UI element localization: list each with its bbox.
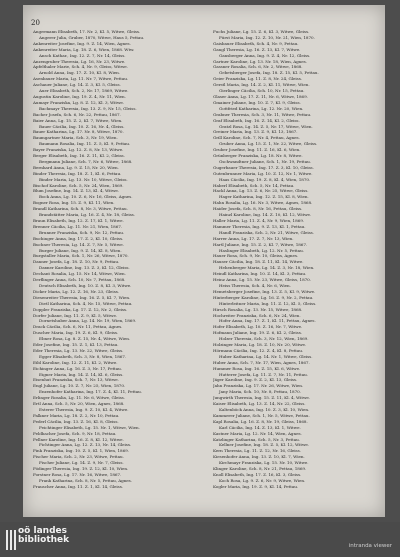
register-entry: Fischer Juliane, Lg. 14. Z. 9, Nr. 7, Gleiss. <box>39 460 124 466</box>
scanned-page <box>23 5 385 517</box>
register-entry: Knoll Elisabeth, Ing. 17. Z. 16, Kl. 3, Gleiss. <box>213 471 302 477</box>
register-entry: Gottfried Katharina, Lg. 12. Nr. 20, Wien. <box>219 105 304 111</box>
library-logo[interactable] <box>6 527 69 551</box>
register-entry: Feichtinger Elisabeth, Lg. 15. Nr. 1, Witwe, Wien. <box>39 424 140 430</box>
viewer-label: intranda viewer <box>348 543 392 549</box>
register-entry: Frank Katharina, Sch. 8, Nr. 5, Pettau, Agnes. <box>39 477 132 483</box>
register-entry: Eibl Karoline, Ing. 12. Z. 11, Kl. 2, Witwe. <box>33 359 118 365</box>
register-entry: Kogler Maria, Ing. 19. Z. 9, Kl. 14, Pettau. <box>213 483 299 489</box>
register-entry: Kaltenböck Anna, Ing. 10. Z. 3, Kl. 10, Wien. <box>219 407 310 412</box>
register-entry: Geier Franziska, Lg. 11. Z. 8, Nr. 24, Gleiss. <box>213 76 303 82</box>
register-entry: Diesenreiter Theresia, Ing. 16. Z. 5, Kl. 7, Wien. <box>33 294 131 300</box>
register-entry: Duscher Maria, Ing. 19. Z. 6, Kl. 9, Gleiss. <box>33 330 119 336</box>
register-entry: Hörmann Cäcilia, Ing. 12. Z. 4, Kl. 8, Pettau. <box>213 347 304 353</box>
register-entry: Hinterberger Karoline, Lg. 16. Z. 9, Nr. 2, Pettau. <box>213 294 314 300</box>
register-entry: Heinz Anna, Lg. 15. Nr. 23, Witwe, Gleiss, 1870. <box>213 277 311 283</box>
register-entry: Fichtinger Anna, Lg. 12. Z. 13, Nr. 14, Gleiss. <box>39 442 132 448</box>
register-entry: Kiesenhofer Anna, Ing. 13. Z. 10, Kl. 7, Wien. <box>213 454 305 460</box>
register-entry: Gebetsberger Josefa, Ing. 18. Z. 15, Kl. 5, Pettau. <box>219 70 319 76</box>
register-entry: Koch Rosa, Lg. 9. Z. 6, Nr. 9, Witwe, Wien. <box>219 477 306 483</box>
register-entry: Graf Elisabeth, Ing. 16. Z. 14, Kl. 2, Gleiss. <box>213 117 300 123</box>
register-entry: Binder Maria, Lg. 13. Nr. 10, Witwe, Gleiss. <box>39 176 128 182</box>
register-entry: Bernhard Anna, Lg. 9. Z. 15, Nr. 20, Wien. <box>33 164 119 170</box>
logo-text <box>18 527 69 545</box>
register-entry: Dietl Katharina, Sch. 4, Nr. 15, Witwe, Pettau. <box>39 300 133 306</box>
register-entry: Hahn Rosalia, Lg. 16. Nr. 3, Witwe, Agnes, 1868. <box>213 200 313 206</box>
register-entry: Dornetshuber Anna, Lg. 14. Nr. 19, Wien, 1869. <box>39 318 137 324</box>
left-column <box>33 29 197 507</box>
register-entry: Kastner Maria, Lg. 12. Nr. 14, Wien, Agnes. <box>213 430 302 436</box>
register-entry: Fellner Karoline, Ing. 16. Z. 8, Kl. 12, Witwe. <box>33 436 124 442</box>
register-entry: Heiss Theresia, Sch. 4, Nr. 6, Wien. <box>219 282 291 288</box>
register-entry: Esterer Theresia, Ing. 9. Z. 10, Kl. 4, Witwe. <box>39 407 129 412</box>
register-entry: Bayer Franziska, Lg. 12. Z. 8, Nr. 13, Witwe. <box>33 147 124 153</box>
register-entry: Ertl Anna, Sch. 5, Nr. 20, Wien, Agnes, 1868. <box>33 401 125 407</box>
register-entry: Auer Elisabeth, Sch. 2, Nr. 17, 1869, Witwe. <box>39 88 129 94</box>
register-entry: Heindl Katharina, Ing. 10. Z. 14, Kl. 3, Pettau. <box>213 271 307 277</box>
register-entry: Gierlinger Cäcilia, Sch. 10, Nr. 15, Pettau. <box>219 88 305 94</box>
register-entry: Glaser Anna, Lg. 17. Z. 11, Nr. 6, Witwe, 1869. <box>213 93 308 99</box>
register-entry: Gruber Anna, Lg. 15. Z. 1, Nr. 22, Witwe, Gleiss. <box>219 141 318 147</box>
register-entry: Drack Cäcilia, Sch. 6, Nr. 11, Pettau, Agnes. <box>33 324 123 330</box>
register-entry: Gassner Rosalia, Sch. 6, Nr. 2, Witwe, 1868. <box>213 64 303 70</box>
register-entry: Danner Josefa, Lg. 18. Z. 10, Nr. 9, Pettau. <box>33 259 120 265</box>
register-entry: Fürst Maria, Ing. 12. Z. 10, Nr. 21, Wien, 1870. <box>219 34 315 40</box>
register-entry: Grünberger Franziska, Lg. 18. Nr. 8, Witwe. <box>213 153 303 159</box>
register-entry: Brandstätter Maria, Lg. 16. Z. 4, Nr. 18, Gleiss. <box>39 212 135 218</box>
register-entry: Jahn Franziska, Lg. 17. Nr. 26, Witwe, Wien. <box>213 383 304 389</box>
register-entry: Buchinger Anna, Ing. 17. Z. 2, Kl. 10, Gleiss. <box>33 235 124 241</box>
register-entry: Holzinger Maria, Lg. 18. Z. 10, Nr. 20, Witwe. <box>213 342 307 348</box>
register-entry: Hirsch Rosalia, Lg. 13. Nr. 15, Witwe, 1868. <box>213 306 303 312</box>
register-entry: Hochreiter Franziska, Sch. 6, Nr. 24, Wien. <box>213 312 301 318</box>
register-entry: Gugerbauer Theresia, Ing. 17. Z. 3, Kl. 10, Gleiss. <box>213 164 314 170</box>
register-entry: Apfelthaler Marie, Sch. 4, Nr. 9, Gleiss, Witwe. <box>33 64 128 70</box>
register-entry: Eder Josefine, Ing. 15. Z. 1, Kl. 13, Pettau. <box>33 342 119 348</box>
register-entry: Kirchmayr Franziska, Lg. 15. Nr. 10, Witwe. <box>219 460 309 466</box>
register-entry: Grabner Theresia, Sch. 3, Nr. 11, Witwe, Pettau. <box>213 111 312 117</box>
register-entry: Hager Katharina, Ing. 12. Z. 15, Kl. 8, Wien. <box>219 194 309 200</box>
register-entry: Federl Cäcilia, Ing. 13. Z. 16, Kl. 8, Gleiss. <box>33 418 119 424</box>
register-entry: Engl Juliane, Lg. 10. Z. 7, Nr. 25, Wien, 1870. <box>33 383 126 389</box>
right-column <box>213 29 377 507</box>
register-entry: Fuchs Juliane, Lg. 15. Z. 6, Kl. 3, Witwe, Gleiss. <box>213 29 310 34</box>
register-entry: Bogner Rosa, Ing. 15. Z. 9, Kl. 11, Wien. <box>33 200 115 206</box>
register-entry: Buchner Theresia, Lg. 14. Z. 7, Nr. 5, Witwe. <box>33 241 124 247</box>
register-entry: Bachmayr Theresia, Ing. 13. Z. 9, Nr. 15, Gleiss. <box>39 105 137 111</box>
register-entry: Binder Theresia, Ing. 18. Z. 1, Kl. 6, Pettau. <box>33 170 122 176</box>
register-entry: Eigner Maria, Ing. 14. Z. 14, Kl. 6, Gleiss. <box>39 371 124 377</box>
register-entry: Hackl Anna, Lg. 13. Z. 6, Nr. 25, Witwe, Gleiss. <box>213 188 309 194</box>
register-entry: Haider Josefa, Sch. 8, Nr. 16, Pettau, Gleiss. <box>213 206 303 212</box>
register-entry: Hofer Elisabeth, Lg. 10. Z. 16, Nr. 7, Witwe. <box>213 324 303 330</box>
register-entry: Gansberger Anna, Ing. 9. Z. 4, Nr. 12, Gleiss. <box>219 52 311 58</box>
register-entry: Födinger Theresia, Ing. 19. Z. 12, Kl. 10, Wien. <box>33 466 129 472</box>
register-entry: Kammerer Juliane, Sch. 1, Nr. 5, Witwe, Pettau. <box>213 412 310 418</box>
register-entry: Eichinger Anna, Lg. 16. Z. 3, Nr. 17, Pettau. <box>33 365 122 371</box>
register-entry: Enzenhofer Katharina, Ing. 17. Z. 4, Kl. 11, Pettau. <box>39 389 143 395</box>
register-entry: Derflinger Anna, Sch. 10, Nr. 7, Pettau, 1868. <box>33 277 126 283</box>
register-entry: Klinger Karoline, Sch. 8, Nr. 21, Pettau, 1869. <box>213 466 307 472</box>
register-entry: Ankenreiter Maria, Lg. 18. Z. 6, Wien, 1868. Wtw. <box>33 46 135 52</box>
register-entry: Burgstaller Maria, Sch. 1, Nr. 26, Witwe, 1870. <box>33 253 129 259</box>
register-entry: Karl Cäcilia, Ing. 14. Z. 13, Kl. 1, Witwe. <box>219 424 301 430</box>
register-entry: Dorfer Juliane, Ing. 11. Z. 9, Kl. 5, Witwe. <box>33 312 118 318</box>
register-entry: Hauer Rosa, Sch. 9, Nr. 10, Gleiss, Agnes. <box>213 253 299 259</box>
register-entry: Hofmann Juliane, Ing. 19. Z. 6, Kl. 2, Gleiss. <box>213 330 303 336</box>
register-entry: Kern Theresia, Lg. 11. Z. 12, Nr. 16, Gleiss. <box>213 448 301 454</box>
register-entry: Jungwirth Theresia, Ing. 15. Z. 11, Kl. 4, Witwe. <box>213 395 311 401</box>
register-entry: Falkner Maria, Lg. 18. Z. 2, Nr. 10, Pettau. <box>33 412 120 418</box>
register-entry: Ankenreiter Josefine, Ing. 9. Z. 14, Wien, Agnes. <box>33 40 131 46</box>
register-entry: Ebner Rosa, Lg. 8. Z. 15, Nr. 4, Witwe, Wien. <box>39 336 131 342</box>
register-entry: Eisenhut Franziska, Sch. 7, Nr. 13, Witwe. <box>33 377 119 383</box>
register-entry: Egger Elisabeth, Sch. 3, Nr. 8, Wien, 1867. <box>39 353 127 359</box>
register-entry: Baumgartner Maria, Sch. 3, Nr. 19, Wien. <box>33 135 118 141</box>
register-entry: Brandl Katharina, Sch. 8, Nr. 3, Witwe, Pettau. <box>33 206 128 212</box>
register-entry: Gschwandtner Juliane, Sch. 1, Nr. 19, Pettau. <box>219 158 311 164</box>
register-entry: Haslinger Elisabeth, Lg. 12. Nr. 5, Pettau. <box>219 247 304 253</box>
register-entry: Dechant Rosalia, Lg. 15. Nr. 14, Witwe, Wien. <box>33 271 126 277</box>
register-entry: Blum Josefine, Ing. 14. Z. 13, Kl. 4, Witwe. <box>33 188 120 194</box>
register-entry: Baier Anna, Lg. 15. Z. 2, Kl. 7, Witwe, Wien. <box>33 117 123 123</box>
register-entry: Bergmann Juliane, Sch. 7, Nr. 6, Witwe, 1868. <box>39 158 133 164</box>
register-entry: Bacher Josefa, Sch. 6, Nr. 22, Pettau, 1867. <box>33 111 121 117</box>
register-entry: Gangl Theresia, Lg. 16. Z. 13, Kl. 7, Witwe. <box>213 46 301 52</box>
register-entry: Hutterer Josefa, Lg. 11. Z. 7, Nr. 11, Pettau. <box>219 371 308 377</box>
register-entry: Kellner Josefine, Ing. 18. Z. 5, Kl. 12, Witwe. <box>219 442 310 448</box>
register-entry: Katzlinger Katharina, Sch. 5, Nr. 3, Pettau. <box>213 436 300 442</box>
register-entry: Kapl Rosalia, Lg. 16. Z. 8, Nr. 19, Gleiss, 1868. <box>213 418 308 424</box>
register-entry: Haller Maria, Lg. 11. Z. 4, Nr. 9, Wien, 1869. <box>213 218 305 223</box>
register-entry: Hainzl Karoline, Ing. 14. Z. 10, Kl. 12, Witwe. <box>219 212 312 218</box>
register-entry: Hemetsberger Josefine, Ing. 13. Z. 5, Kl. 9, Witwe. <box>213 288 316 294</box>
register-entry: Bauer Cäcilia, Ing. 10. Z. 16, Nr. 4, Gleiss. <box>39 123 125 129</box>
logo-text-line2: bibliothek <box>18 535 70 545</box>
register-entry: Gmainer Juliane, Ing. 10. Z. 7, Kl. 9, Gleiss. <box>213 99 301 105</box>
register-entry: Hammer Theresia, Ing. 9. Z. 13, Kl. 1, Pettau. <box>213 223 306 229</box>
register-entry: Asenbauer Maria, Lg. 11. Nr. 7, Witwe, Pettau. <box>33 76 129 82</box>
register-entry: Daxner Karoline, Ing. 13. Z. 3, Kl. 12, Gleiss. <box>39 265 130 271</box>
register-entry: Gratzl Rosa, Lg. 14. Z. 5, Nr. 17, Witwe, Wien. <box>219 123 313 129</box>
register-entry: Huber Katharina, Lg. 14. Nr. 1, Witwe, Gleiss. <box>219 353 313 359</box>
register-entry: Haas Cäcilia, Ing. 19. Z. 8, Kl. 4, Wien, 1870. <box>219 176 311 182</box>
register-entry: Augustin Karoline, Ing. 19. Z. 4, Nr. 11, Wien. <box>33 93 126 99</box>
register-entry: Hauser Cäcilia, Ing. 18. Z. 11, Kl. 14, Witwe. <box>213 259 304 265</box>
register-entry: Harrer Anna, Lg. 17. Z. 7, Nr. 13, Wien. <box>213 235 294 241</box>
register-entry: Deutsch Elisabeth, Ing. 10. Z. 8, Kl. 3, Witwe. <box>39 282 132 288</box>
register-entry: Brenner Cäcilia, Lg. 11. Nr. 21, Wien, 1867. <box>33 223 123 229</box>
register-entry: Bauer Katharina, Lg. 17. Nr. 8, Witwe, 1870. <box>33 129 124 135</box>
register-entry: Dicker Maria, Lg. 12. Z. 16, Nr. 23, Gleiss. <box>33 288 120 294</box>
register-entry: Hehenberger Maria, Lg. 14. Z. 3, Nr. 18, Wien. <box>219 265 315 271</box>
register-entry: Erlinger Rosalia, Lg. 11. Nr. 6, Witwe, Gleiss. <box>33 395 125 401</box>
register-entry: Bock Anna, Lg. 10. Z. 6, Nr. 16, Gleiss, Agnes. <box>39 194 133 200</box>
register-entry: Gaisbauer Elisabeth, Sch. 4, Nr. 9, Pettau. <box>213 40 299 46</box>
register-entry: Arnold Anna, Ing. 17. Z. 10, Kl. 8, Wien. <box>39 70 120 76</box>
register-entry: Hinterleitner Maria, Ing. 11. Z. 12, Kl. 5, Gleiss. <box>219 300 317 306</box>
logo-text-line1: oö landes <box>18 526 67 536</box>
register-entry: Bischof Karoline, Sch. 5, Nr. 24, Wien, 1869. <box>33 182 124 188</box>
register-entry: Anzengruber Theresia, Lg. 16, Nr. 23, Witwe. <box>33 58 126 64</box>
register-entry: Fink Franziska, Ing. 10. Z. 5, Kl. 1, Wien, 1869. <box>33 448 129 454</box>
register-entry: Hartl Juliane, Ing. 15. Z. 2, Kl. 7, Witwe, 1867. <box>213 241 308 247</box>
register-entry: Kaiser Elisabeth, Lg. 13. Z. 14, Nr. 22, Gleiss. <box>213 401 306 407</box>
register-entry: Jäger Karoline, Ing. 9. Z. 2, Kl. 13, Gleiss. <box>213 377 298 383</box>
register-entry: Doppler Franziska, Lg. 17. Z. 12, Nr. 2, Gleiss. <box>33 306 128 312</box>
register-entry: Braun Elisabeth, Ing. 12. Z. 17, Kl. 1, Witwe. <box>33 218 124 223</box>
register-entry: Gutenbrunner Maria, Lg. 10. Z. 12, Nr. 1, Witwe. <box>213 170 313 176</box>
register-entry: Holzer Theresia, Sch. 3, Nr. 12, Wien, 1869. <box>219 336 309 342</box>
register-entry: Gruber Josefine, Ing. 11. Z. 16, Kl. 6, Wien. <box>213 147 301 153</box>
register-entry: Fischer Maria, Sch. 2, Nr. 23, Witwe, Pettau. <box>33 454 124 460</box>
register-entry: Eder Theresia, Lg. 13. Nr. 22, Witwe, Gleiss. <box>33 347 124 353</box>
register-entry: Ansch Kathar., Ing. 12. Z. 7, Nr. 14, Gleiss. <box>39 52 126 58</box>
register-entry: Feldbacher Josefa, Sch. 9, Nr. 18, Pettau. <box>33 430 117 436</box>
register-entry: Baumann Rosalia, Ing. 11. Z. 5, Kl. 9, Pettau. <box>39 141 131 147</box>
register-entry: Gartner Karoline, Lg. 13. Nr. 18, Wien, Agnes. <box>213 58 307 64</box>
register-entry: Gerstl Maria, Ing. 14. Z. 2, Kl. 11, Witwe, Wien. <box>213 82 310 88</box>
register-entry: Burger Juliane, Ing. 9. Z. 14, Kl. 8, Wien. <box>39 247 122 253</box>
register-entry: Jany Maria, Sch. 10, Nr. 8, Pettau, 1870. <box>219 389 301 395</box>
register-entry: Grill Karoline, Sch. 7, Nr. 4, Pettau, Agnes. <box>213 135 300 141</box>
register-entry: Brunner Franziska, Sch. 9, Nr. 12, Pettau. <box>39 229 125 235</box>
register-entry: Huber Anna, Sch. 7, Nr. 17, Wien, Agnes, 1867. <box>213 359 310 365</box>
register-entry: Haberl Elisabeth, Sch. 5, Nr. 14, Pettau. <box>213 182 295 188</box>
register-entry: Forstner Rosa, Lg. 17. Nr. 16, Witwe, 1867. <box>33 471 122 477</box>
register-entry: Berger Elisabeth, Ing. 16. Z. 11, Kl. 2, Gleiss. <box>33 153 125 159</box>
register-entry: Aschauer Juliane, Lg. 14. Z. 3, Kl. 5, Gleiss. <box>33 82 121 88</box>
register-entry: Angerer Julia, Gruber, 1870, Witwe, Haus 5, Pettau. <box>39 34 145 40</box>
register-entry: Aumayr Franziska, Lg. 8. Z. 12, Kl. 3, Witwe. <box>33 99 125 105</box>
page-number: 20 <box>31 19 40 27</box>
register-entry: Hofer Anna, Ing. 17. Z. 1, Kl. 11, Pettau, Agnes. <box>219 318 316 324</box>
register-entry: Angermann Elisabeth, 17. Nr. 2, Kl. 5, Witwe, Gleiss. <box>33 29 141 34</box>
register-entry: Handl Franziska, Sch. 2, Nr. 21, Witwe, Gleiss. <box>219 229 314 235</box>
register-entry: Frauscher Anna, Ing. 11. Z. 1, Kl. 14, Gleiss. <box>33 483 124 489</box>
logo-bars-icon <box>6 527 16 551</box>
register-entry: Hummer Rosa, Ing. 16. Z. 15, Kl. 6, Witwe. <box>213 365 301 371</box>
register-entry: Greiner Maria, Ing. 13. Z. 9, Kl. 13, 1867. <box>213 129 298 135</box>
